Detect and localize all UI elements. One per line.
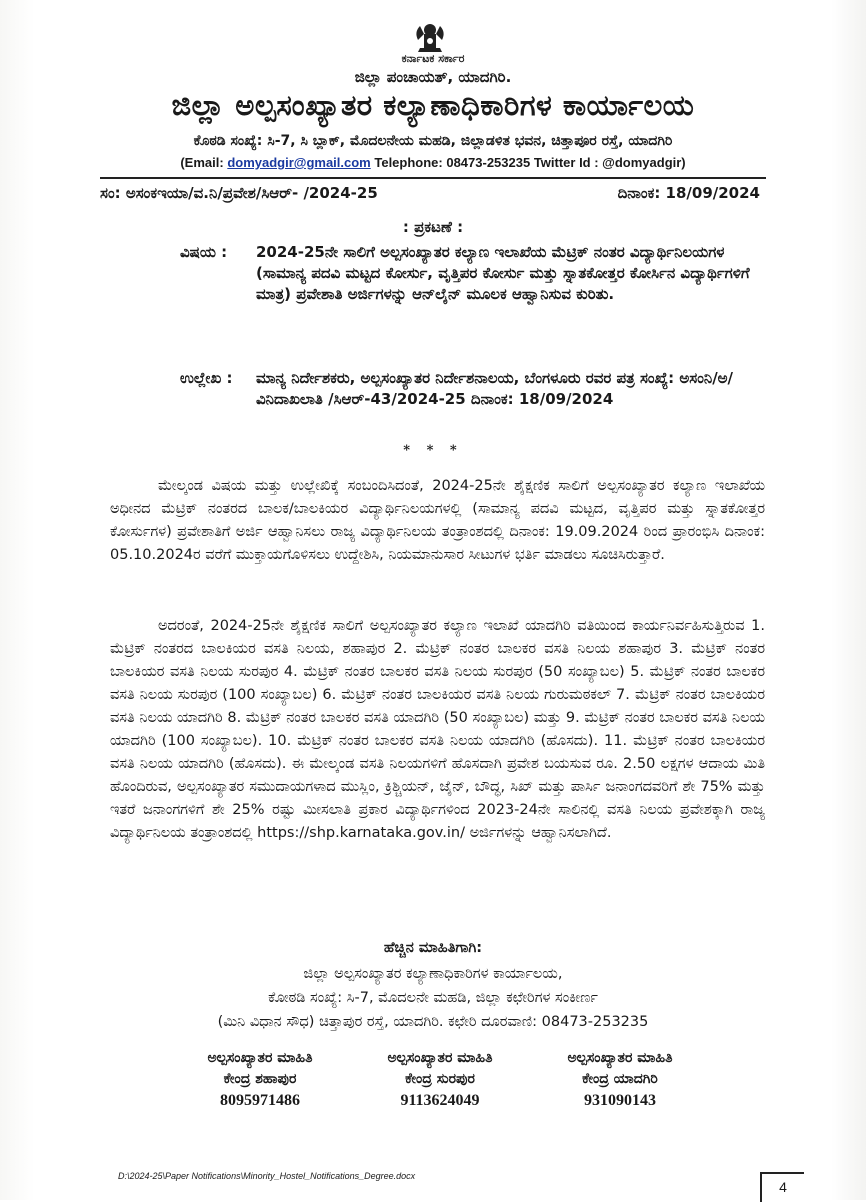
- center-phone: 931090143: [584, 1092, 656, 1109]
- more-info-phone: (ಮಿನಿ ವಿಧಾನ ಸೌಧ) ಚಿತ್ತಾಪುರ ರಸ್ತೆ, ಯಾದಗಿರಿ. ಕಛೇರಿ ದೂರವಾಣಿ: 08473-253235: [217, 1014, 649, 1030]
- center-place: ಕೇಂದ್ರ ಸುರಪುರ: [405, 1071, 475, 1087]
- more-info-room: ಕೋಠಡಿ ಸಂಖ್ಯೆ: ಸಿ-7, ಮೊದಲನೇ ಮಹಡಿ, ಜಿಲ್ಲಾ ಕಛೇರಿಗಳ ಸಂಕೀರ್ಣ: [268, 990, 598, 1006]
- info-centers: [170, 1048, 710, 1111]
- info-center-shahapur: [170, 1048, 350, 1111]
- info-center-surapur: [350, 1048, 530, 1111]
- info-center-yadgir: [530, 1048, 710, 1111]
- body-paragraph-1: ಮೇಲ್ಕಂಡ ವಿಷಯ ಮತ್ತು ಉಲ್ಲೇಖಿಕ್ಕೆ ಸಂಬಂದಿಸಿದಂತೆ, 2024-25ನೇ ಶೈಕ್ಷಣಿಕ ಸಾಲಿಗೆ ಅಲ್ಪಸಂಖ್ಯಾತರ ಕಲ್ಯಾಣ ಇಲಾಖೆಯ ಅಧೀನದ ಮೆಟ್ರಿಕ್ ನಂತರದ ಬಾಲಕ/ಬಾಲಕಿಯರ ವಿದ್ಯಾರ್ಥಿನಿಲಯಗಳಲ್ಲಿ (ಸಾಮಾನ್ಯ ಪದವಿ ಮಟ್ಟದ, ವೃತ್ತಿಪರ ಮತ್ತು ಸ್ನಾತಕೋತ್ತರ ಕೋರ್ಸುಗಳ) ಪ್ರವೇಶಾತಿಗೆ ಅರ್ಜಿ ಆಹ್ವಾನಿಸಲು ರಾಜ್ಯ ವಿದ್ಯಾರ್ಥಿನಿಲಯ ತಂತ್ರಾಂಶದಲ್ಲಿ ದಿನಾಂಕ: 19.09.2024 ರಿಂದ ಪ್ರಾರಂಭಿಸಿ ದಿನಾಂಕ: 05.10.2024ರ ವರೆಗೆ ಮುಕ್ತಾಯಗೊಳಿಸಲು ಉದ್ದೇಶಿಸಿ, ನಿಯಮಾನುಸಾರ ಸೀಟುಗಳ ಭರ್ತಿ ಮಾಡಲು ಸೂಚಿಸಿರುತ್ತಾರೆ.: [110, 477, 765, 563]
- center-title: ಅಲ್ಪಸಂಖ್ಯಾತರ ಮಾಹಿತಿ: [207, 1050, 313, 1066]
- subject-text: 2024-25ನೇ ಸಾಲಿಗೆ ಅಲ್ಪಸಂಖ್ಯಾತರ ಕಲ್ಯಾಣ ಇಲಾಖೆಯ ಮೆಟ್ರಿಕ್ ನಂತರ ವಿದ್ಯಾರ್ಥಿನಿಲಯಗಳ (ಸಾಮಾನ್ಯ ಪದವಿ ಮಟ್ಟದ ಕೋರ್ಸು, ವೃತ್ತಿಪರ ಕೋರ್ಸು ಮತ್ತು ಸ್ನಾತಕೋತ್ತರ ಕೋರ್ಸಿನ ವಿದ್ಯಾರ್ಥಿಗಳಿಗೆ ಮಾತ್ರ) ಪ್ರವೇಶಾತಿ ಅರ್ಜಿಗಳನ್ನು ಆನ್‌ಲೈನ್ ಮೂಲಕ ಆಹ್ವಾನಿಸುವ ಕುರಿತು.: [256, 243, 750, 303]
- subject-label: ವಿಷಯ :: [180, 243, 228, 261]
- notice-date: ದಿನಾಂಕ: 18/09/2024: [617, 184, 760, 202]
- center-phone: 8095971486: [220, 1092, 300, 1109]
- zilla-panchayat-line: ಜಿಲ್ಲಾ ಪಂಚಾಯತ್, ಯಾದಗಿರಿ.: [354, 68, 512, 86]
- reference-line: [100, 184, 766, 202]
- government-name: ಕರ್ನಾಟಕ ಸರ್ಕಾರ: [401, 52, 465, 65]
- reference-label: ಉಲ್ಲೇಖ :: [180, 369, 233, 387]
- contact-line: [0, 155, 866, 170]
- center-title: ಅಲ್ಪಸಂಖ್ಯಾತರ ಮಾಹಿತಿ: [567, 1050, 673, 1066]
- notice-heading: : ಪ್ರಕಟಣೆ :: [402, 218, 464, 236]
- contact-prefix: (Email:: [180, 155, 228, 170]
- body-paragraph-2: ಅದರಂತೆ, 2024-25ನೇ ಶೈಕ್ಷಣಿಕ ಸಾಲಿಗೆ ಅಲ್ಪಸಂಖ್ಯಾತರ ಕಲ್ಯಾಣ ಇಲಾಖೆ ಯಾದಗಿರಿ ವತಿಯಿಂದ ಕಾರ್ಯನಿರ್ವಹಿಸುತ್ತಿರುವ 1. ಮೆಟ್ರಿಕ್ ನಂತರದ ಬಾಲಕಿಯರ ವಸತಿ ನಿಲಯ, ಶಹಾಪುರ 2. ಮೆಟ್ರಿಕ್ ನಂತರ ಬಾಲಕರ ವಸತಿ ನಿಲಯ ಶಹಾಪುರ 3. ಮೆಟ್ರಿಕ್ ನಂತರ ಬಾಲಕಿಯರ ವಸತಿ ನಿಲಯ ಸುರಪುರ 4. ಮೆಟ್ರಿಕ್ ನಂತರ ಬಾಲಕರ ವಸತಿ ನಿಲಯ ಸುರಪುರ (50 ಸಂಖ್ಯಾಬಲ) 5. ಮೆಟ್ರಿಕ್ ನಂತರ ಬಾಲಕರ ವಸತಿ ನಿಲಯ ಸುರಪುರ (100 ಸಂಖ್ಯಾಬಲ) 6. ಮೆಟ್ರಿಕ್ ನಂತರ ಬಾಲಕಿಯರ ವಸತಿ ನಿಲಯ ಗುರುಮಠಕಲ್ 7. ಮೆಟ್ರಿಕ್ ನಂತರ ಬಾಲಕಿಯರ ವಸತಿ ನಿಲಯ ಯಾದಗಿರಿ 8. ಮೆಟ್ರಿಕ್ ನಂತರ ಬಾಲಕರ ವಸತಿ ಯಾದಗಿರಿ (50 ಸಂಖ್ಯಾಬಲ) ಮತ್ತು 9. ಮೆಟ್ರಿಕ್ ನಂತರ ಬಾಲಕರ ವಸತಿ ನಿಲಯ ಯಾದಗಿರಿ (100 ಸಂಖ್ಯಾಬಲ). 10. ಮೆಟ್ರಿಕ್ ನಂತರ ಬಾಲಕರ ವಸತಿ ನಿಲಯ ಯಾದಗಿರಿ (ಹೊಸದು). 11. ಮೆಟ್ರಿಕ್ ನಂತರ ಬಾಲಕಿಯರ ವಸತಿ ನಿಲಯ ಯಾದಗಿರಿ (ಹೊಸದು). ಈ ಮೇಲ್ಕಂಡ ವಸತಿ ನಿಲಯಗಳಿಗೆ ಹೊಸದಾಗಿ ಪ್ರವೇಶ ಬಯಸುವ ರೂ. 2.50 ಲಕ್ಷಗಳ ಆದಾಯ ಮಿತಿ ಹೊಂದಿರುವ, ಅಲ್ಪಸಂಖ್ಯಾತರ ಸಮುದಾಯಗಳಾದ ಮುಸ್ಲಿಂ, ಕ್ರಿಶ್ಚಿಯನ್, ಜೈನ್, ಬೌದ್ಧ, ಸಿಖ್ ಮತ್ತು ಪಾರ್ಸಿ ಜನಾಂಗದವರಿಗೆ ಶೇ 75% ಮತ್ತು ಇತರೆ ಜನಾಂಗಗಳಿಗೆ ಶೇ 25% ರಷ್ಟು ಮೀಸಲಾತಿ ಪ್ರಕಾರ ವಿದ್ಯಾರ್ಥಿಗಳಿಂದ 2023-24ನೇ ಸಾಲಿನಲ್ಲಿ ವಸತಿ ನಿಲಯ ಪ್ರವೇಶಕ್ಕಾಗಿ ರಾಜ್ಯ ವಿದ್ಯಾರ್ಥಿನಿಲಯ ತಂತ್ರಾಂಶದಲ್ಲಿ https://shp.karnataka.gov.in/ ಅರ್ಜಿಗಳನ್ನು ಆಹ್ವಾನಿಸಲಾಗಿದೆ.: [110, 617, 765, 841]
- center-phone: 9113624049: [400, 1092, 480, 1109]
- header-divider: [100, 177, 766, 179]
- more-info-office: ಜಿಲ್ಲಾ ಅಲ್ಪಸಂಖ್ಯಾತರ ಕಲ್ಯಾಣಾಧಿಕಾರಿಗಳ ಕಾರ್ಯಾಲಯ,: [303, 966, 563, 982]
- more-info-heading: ಹೆಚ್ಚಿನ ಮಾಹಿತಿಗಾಗಿ:: [383, 940, 483, 956]
- page-number: 4: [760, 1172, 804, 1202]
- footer-file-path: D:\2024-25\Paper Notifications\Minority_Hostel_Notifications_Degree.docx: [118, 1171, 416, 1181]
- office-title: ಜಿಲ್ಲಾ ಅಲ್ಪಸಂಖ್ಯಾತರ ಕಲ್ಯಾಣಾಧಿಕಾರಿಗಳ ಕಾರ್ಯಾಲಯ: [171, 88, 695, 122]
- center-place: ಕೇಂದ್ರ ಯಾದಗಿರಿ: [582, 1071, 658, 1087]
- contact-details: Telephone: 08473-253235 Twitter Id : @domyadgir): [370, 155, 686, 170]
- reference-text: ಮಾನ್ಯ ನಿರ್ದೇಶಕರು, ಅಲ್ಪಸಂಖ್ಯಾತರ ನಿರ್ದೇಶನಾಲಯ, ಬೆಂಗಳೂರು ರವರ ಪತ್ರ ಸಂಖ್ಯೆ: ಅಸಂನಿ/ಅ/ವಿನಿದಾಖಲಾತಿ /ಸಿಆರ್-43/2024-25 ದಿನಾಂಕ: 18/09/2024: [256, 369, 734, 408]
- center-place: ಕೇಂದ್ರ ಶಹಾಪುರ: [223, 1071, 297, 1087]
- section-separator: * * *: [403, 443, 463, 458]
- email-link[interactable]: domyadgir@gmail.com: [227, 155, 371, 170]
- center-title: ಅಲ್ಪಸಂಖ್ಯಾತರ ಮಾಹಿತಿ: [387, 1050, 493, 1066]
- reference-number: ಸಂ: ಅಸಂಕಇಯಾ/ವ.ನಿ/ಪ್ರವೇಶ/ಸಿಆರ್- /2024-25: [100, 184, 378, 202]
- office-address: ಕೊಠಡಿ ಸಂಖ್ಯೆ: ಸಿ-7, ಸಿ ಬ್ಲಾಕ್, ಮೊದಲನೇಯ ಮಹಡಿ, ಜಿಲ್ಲಾಡಳಿತ ಭವನ, ಚಿತ್ತಾಪೂರ ರಸ್ತೆ, ಯಾದಗಿರಿ: [193, 133, 673, 149]
